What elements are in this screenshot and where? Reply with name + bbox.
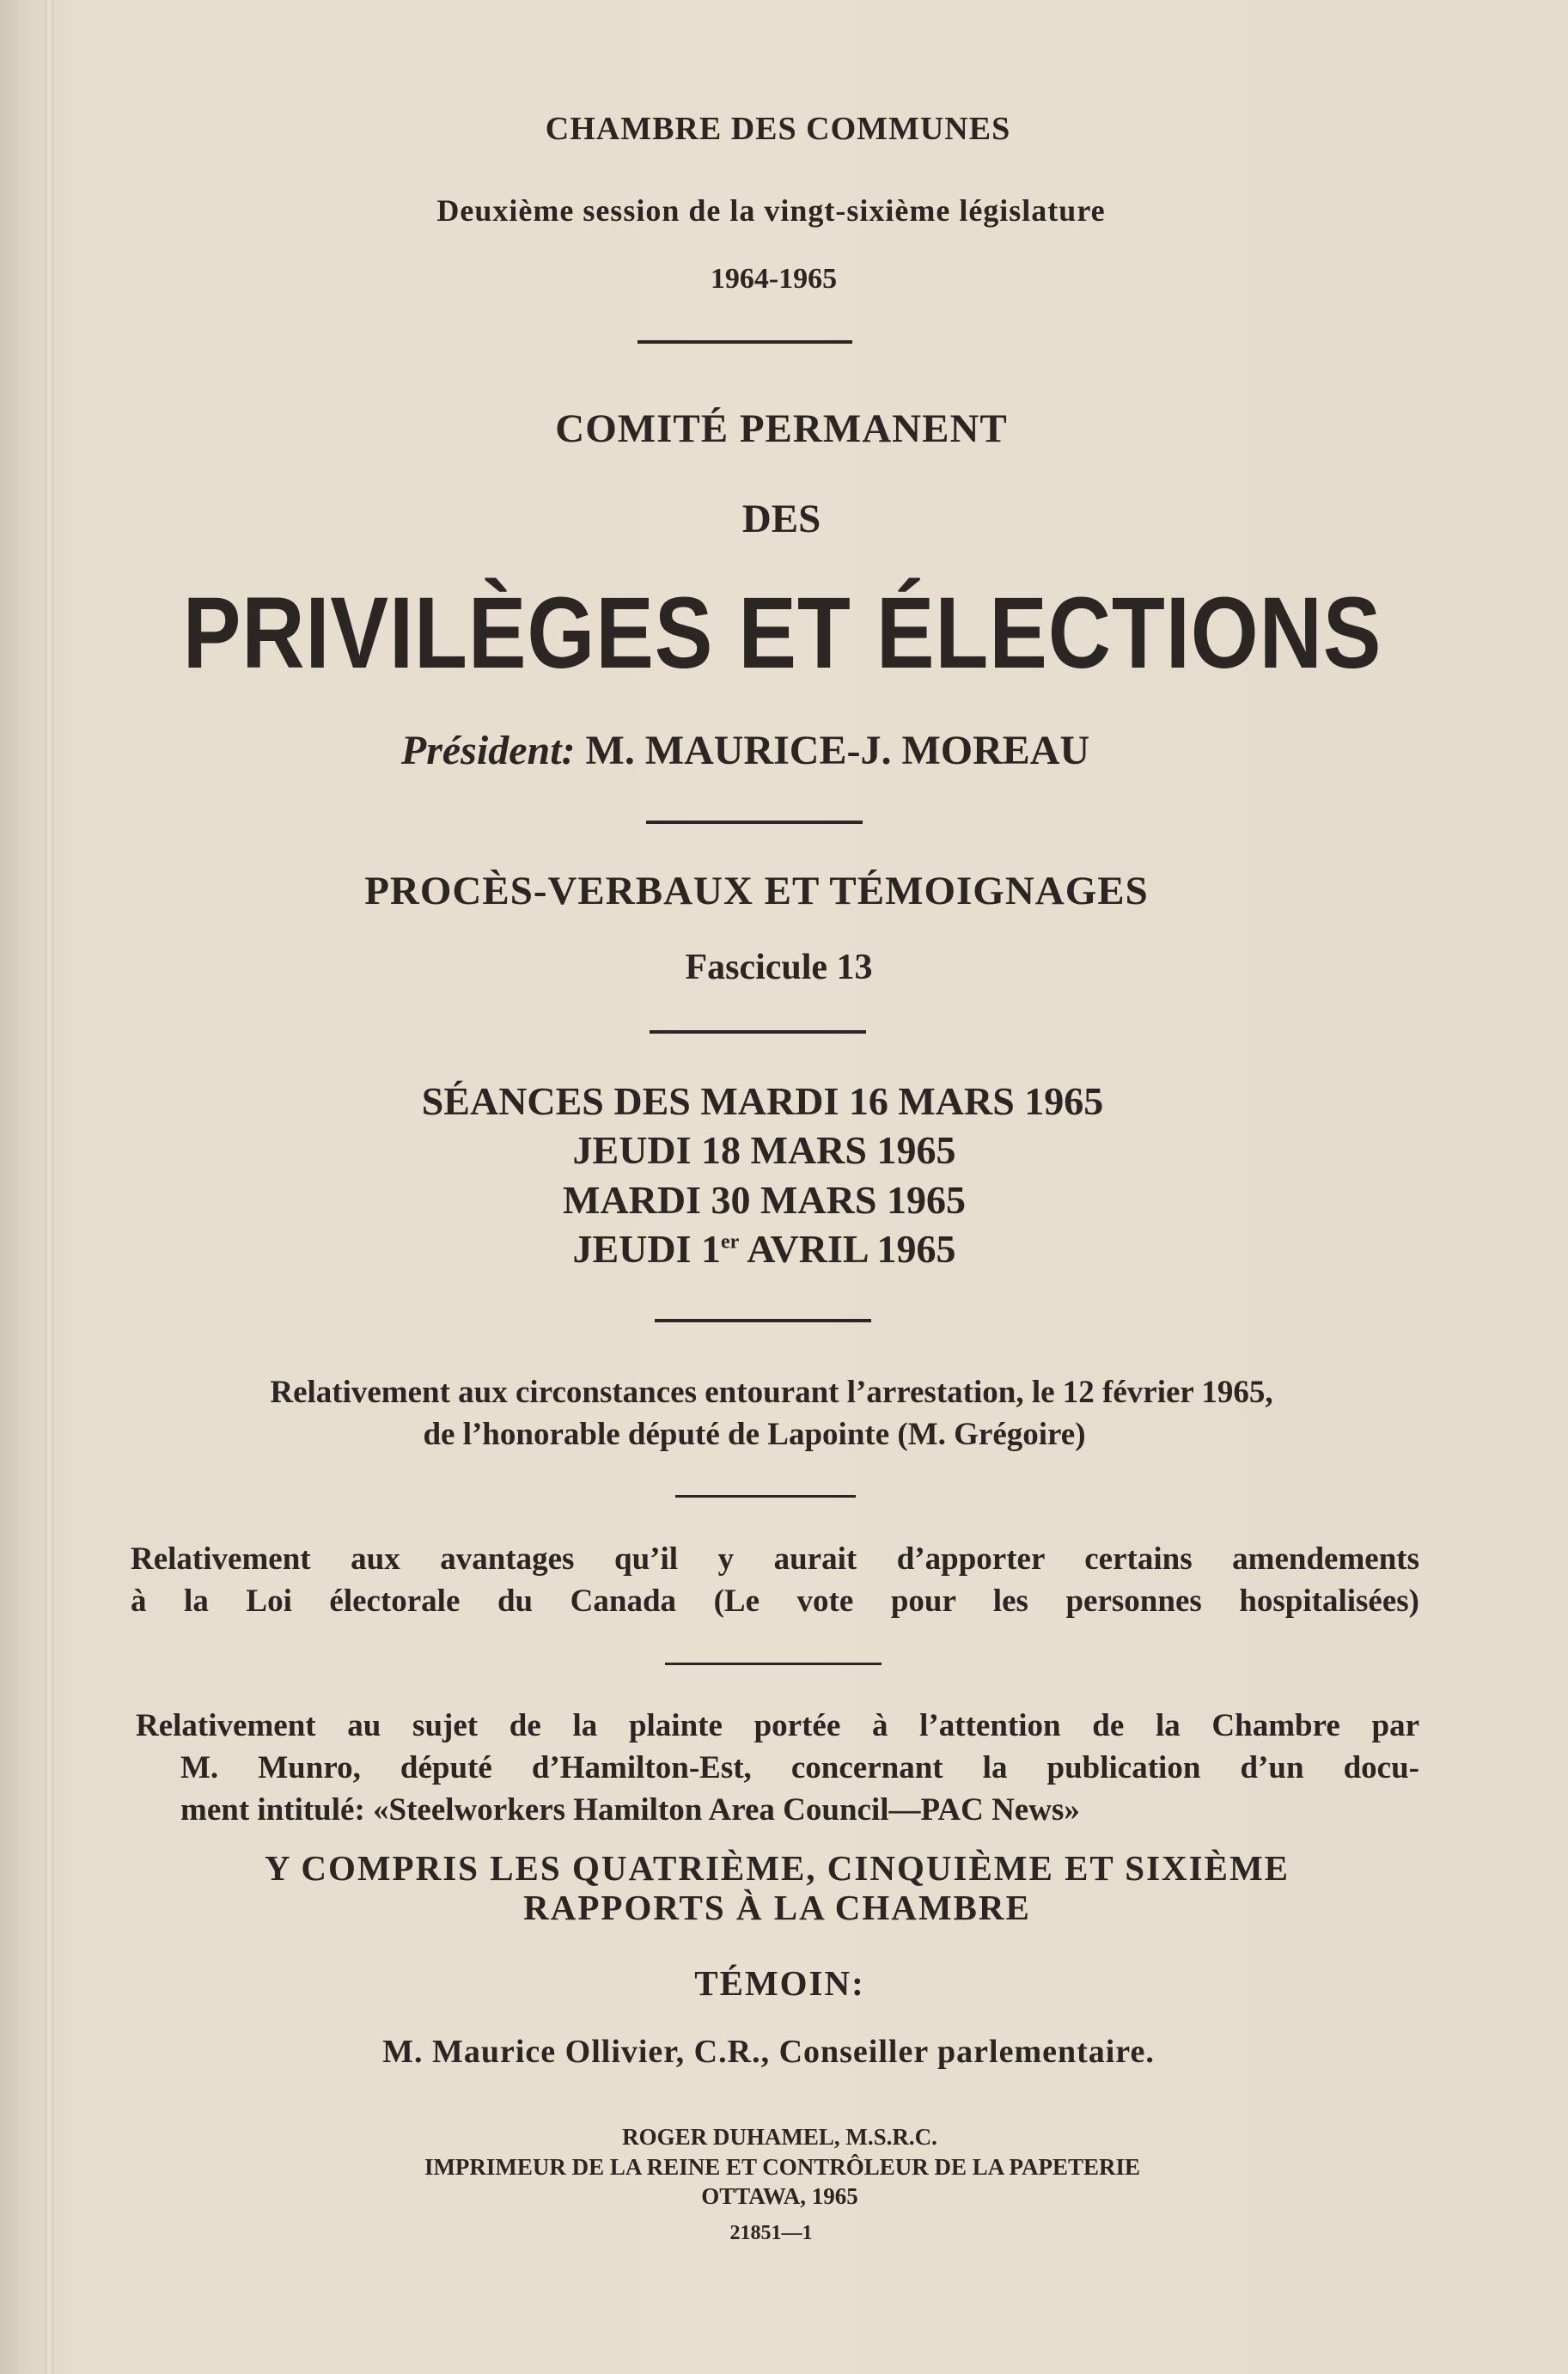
chair-name: M. MAURICE-J. MOREAU: [585, 728, 1090, 773]
ordinal-superscript: er: [720, 1230, 740, 1254]
subject-line: ment intitulé: «Steelworkers Hamilton Area Council—PAC News»: [180, 1792, 1080, 1828]
witness-name: M. Maurice Ollivier, C.R., Conseiller parlementaire.: [382, 2034, 1155, 2070]
subject-line: M. Munro, député d’Hamilton-Est, concernant la publication d’un docu-: [180, 1750, 1419, 1785]
subject-line: Relativement au sujet de la plainte portée à l’attention de la Chambre par: [136, 1708, 1419, 1743]
subject-line: de l’honorable député de Lapointe (M. Grégoire): [423, 1417, 1086, 1452]
sittings-line-4: [0, 1226, 1548, 1272]
sittings-line-4-suffix: AVRIL 1965: [739, 1227, 956, 1271]
committee-line-1: COMITÉ PERMANENT: [555, 406, 1008, 451]
divider: [655, 1319, 871, 1322]
divider: [646, 821, 863, 824]
printer-title: IMPRIMEUR DE LA REINE ET CONTRÔLEUR DE LA PAPETERIE: [424, 2154, 1141, 2180]
fascicle-number: Fascicule 13: [685, 948, 873, 987]
session-line: Deuxième session de la vingt-sixième législature: [436, 193, 1106, 228]
committee-chair: [0, 727, 1529, 774]
proceedings-title: PROCÈS-VERBAUX ET TÉMOIGNAGES: [364, 869, 1149, 913]
divider: [675, 1495, 856, 1498]
chair-label: Président:: [400, 728, 576, 773]
committee-name: PRIVILÈGES ET ÉLECTIONS: [182, 577, 1382, 690]
house-name: CHAMBRE DES COMMUNES: [545, 111, 1011, 147]
reports-line-2: RAPPORTS À LA CHAMBRE: [523, 1888, 1031, 1927]
committee-line-2: DES: [741, 497, 821, 541]
sittings-line-4-prefix: JEUDI 1: [572, 1227, 721, 1271]
sittings-line-3: MARDI 30 MARS 1965: [563, 1178, 966, 1222]
sittings-line-1: SÉANCES DES MARDI 16 MARS 1965: [421, 1079, 1104, 1123]
session-years: 1964-1965: [710, 263, 838, 295]
print-number: 21851—1: [729, 2222, 813, 2244]
subject-election-act: [131, 1538, 1419, 1622]
witness-heading: TÉMOIN:: [694, 1963, 865, 2003]
divider: [665, 1663, 882, 1665]
printer-name: ROGER DUHAMEL, M.S.R.C.: [622, 2124, 937, 2150]
reports-line-1: Y COMPRIS LES QUATRIÈME, CINQUIÈME ET SIXIÈME: [265, 1848, 1290, 1888]
sittings-line-2: JEUDI 18 MARS 1965: [572, 1128, 956, 1172]
subject-line: Relativement aux avantages qu’il y aurait d’apporter certains amendements: [131, 1541, 1419, 1577]
divider: [638, 340, 852, 344]
subject-line: à la Loi électorale du Canada (Le vote pour les personnes hospitalisées): [131, 1584, 1419, 1619]
subject-arrest: [127, 1371, 1416, 1456]
subject-complaint: [136, 1705, 1419, 1831]
imprint-place: OTTAWA, 1965: [701, 2183, 858, 2209]
divider: [650, 1030, 866, 1034]
subject-line: Relativement aux circonstances entourant l’arrestation, le 12 février 1965,: [270, 1375, 1273, 1410]
